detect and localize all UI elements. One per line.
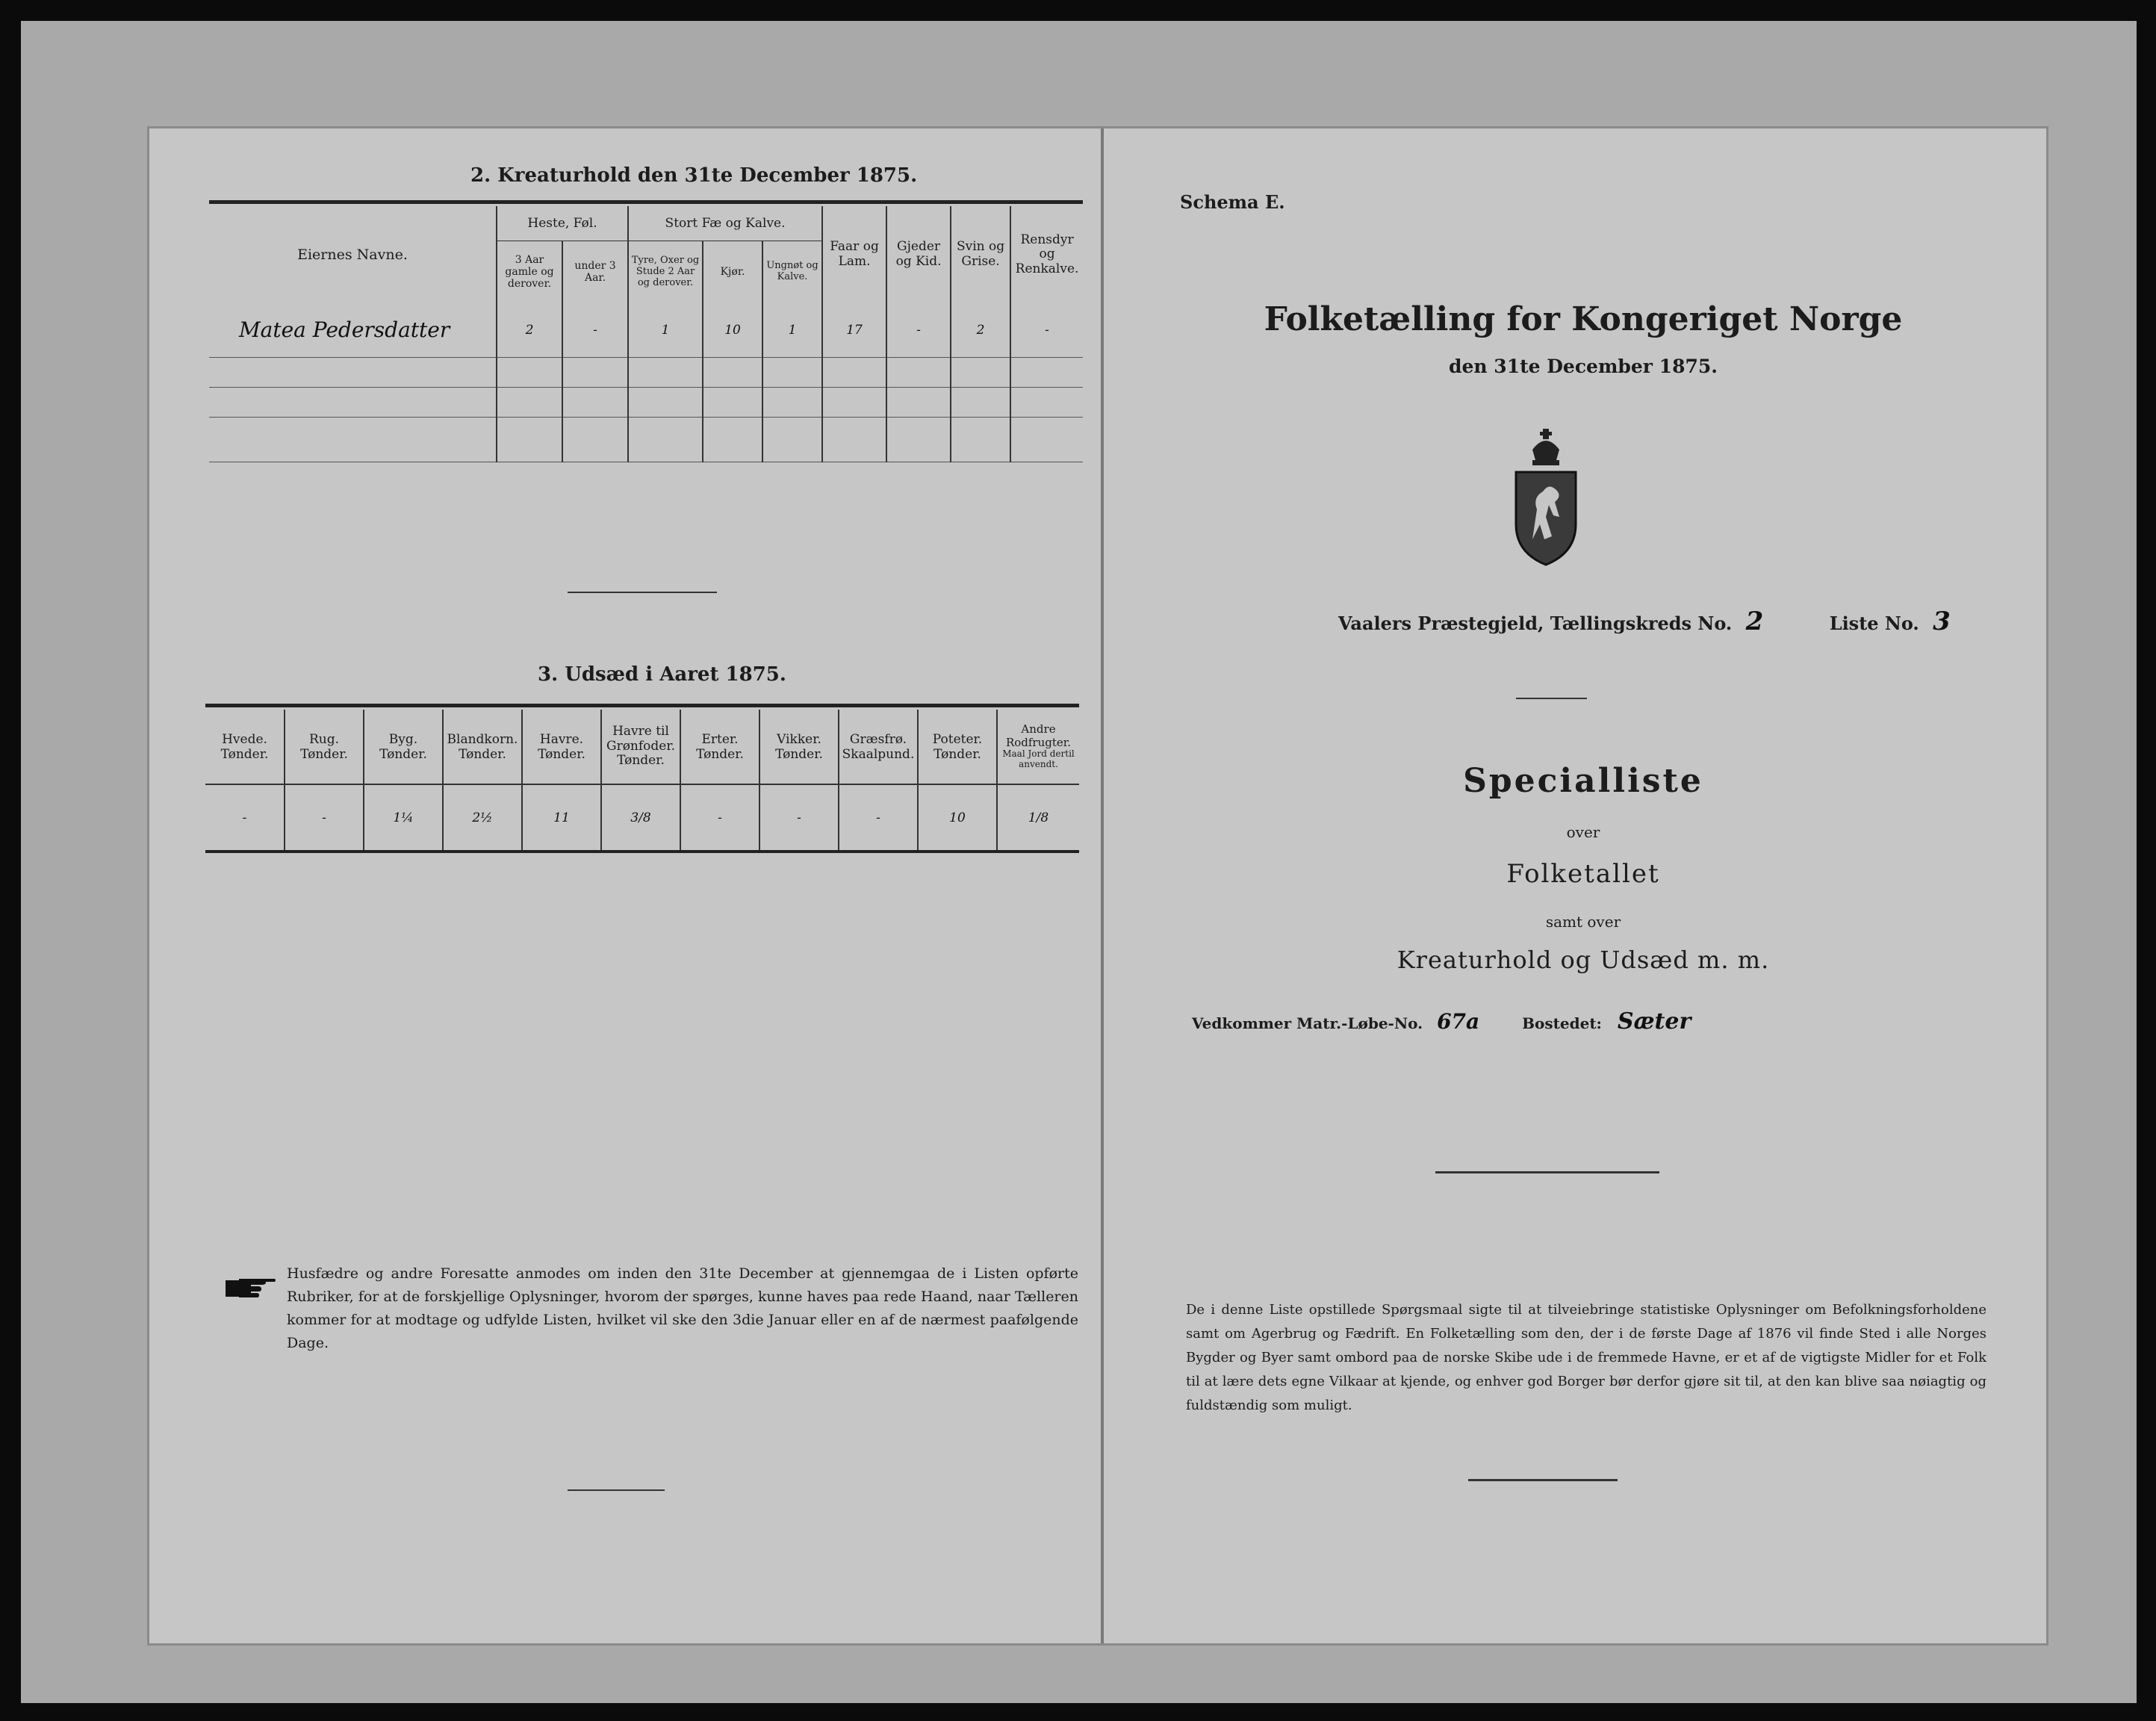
sowing-table bbox=[205, 710, 1079, 853]
gjeder-value: - bbox=[886, 303, 951, 357]
rug-header: Rug. Tønder. bbox=[285, 710, 364, 784]
fae-a-header: Tyre, Oxer og Stude 2 Aar og derover. bbox=[628, 241, 703, 303]
section3-title: 3. Udsæd i Aaret 1875. bbox=[538, 663, 786, 686]
stort-fae-header: Stort Fæ og Kalve. bbox=[628, 206, 822, 241]
byg-header: Byg. Tønder. bbox=[364, 710, 443, 784]
prestegjeld-label: Præstegjeld, Tællingskreds No. bbox=[1417, 613, 1733, 634]
section3-top-rule bbox=[205, 704, 1079, 707]
section2-top-rule bbox=[209, 200, 1083, 204]
rensdyr-value: - bbox=[1010, 303, 1083, 357]
page-fold bbox=[1101, 128, 1104, 1643]
heste-b-value: - bbox=[562, 303, 628, 357]
specialliste-heading: Specialliste bbox=[1463, 762, 1703, 800]
over-label: over bbox=[1566, 823, 1600, 841]
havre-gronfoder-value: 3/8 bbox=[601, 784, 680, 852]
sowing-header-row bbox=[205, 710, 1079, 784]
erter-value: - bbox=[680, 784, 759, 852]
fae-b-header: Kjør. bbox=[703, 241, 762, 303]
notice-text: Husfædre og andre Foresatte anmodes om inden den 31te December at gjennemgaa de i Listen opførte Rubriker, for at de forskjellige Oplysninger, hvorom der spørges, kunne haves paa rede Haand, naar Tælleren kommer for at modtage og udfylde Listen, hvilket vil ske den 3die Januar eller en af de nærmest paafølgende Dage. bbox=[287, 1265, 1078, 1351]
footer-rule bbox=[1468, 1479, 1618, 1481]
owner-header: Eiernes Navne. bbox=[209, 206, 497, 303]
divider-rule bbox=[1516, 698, 1587, 699]
livestock-table bbox=[209, 206, 1083, 462]
owner-name: Matea Pedersdatter bbox=[209, 303, 497, 357]
blandkorn-value: 2½ bbox=[443, 784, 522, 852]
samt-over-label: samt over bbox=[1545, 913, 1621, 931]
hvede-header: Hvede. Tønder. bbox=[205, 710, 285, 784]
left-end-rule bbox=[568, 1489, 665, 1491]
havre-value: 11 bbox=[522, 784, 601, 852]
fae-b-value: 10 bbox=[703, 303, 762, 357]
bosted-label: Bostedet: bbox=[1522, 1014, 1602, 1032]
bosted-value: Sæter bbox=[1617, 1008, 1691, 1035]
section-divider bbox=[568, 592, 717, 593]
empty-row bbox=[209, 417, 1083, 462]
fae-c-value: 1 bbox=[762, 303, 822, 357]
liste-number: 3 bbox=[1933, 607, 1951, 636]
coat-of-arms-icon bbox=[1510, 427, 1582, 571]
sowing-value-row bbox=[205, 784, 1079, 852]
poteter-value: 10 bbox=[918, 784, 997, 852]
livestock-row bbox=[209, 303, 1083, 357]
svin-value: 2 bbox=[951, 303, 1010, 357]
heste-a-header: 3 Aar gamle og derover. bbox=[497, 241, 562, 303]
vikker-header: Vikker. Tønder. bbox=[759, 710, 839, 784]
pointing-hand-icon bbox=[224, 1270, 276, 1306]
fae-a-value: 1 bbox=[628, 303, 703, 357]
main-title: Folketælling for Kongeriget Norge bbox=[1264, 300, 1903, 338]
blandkorn-header: Blandkorn. Tønder. bbox=[443, 710, 522, 784]
faar-header: Faar og Lam. bbox=[822, 206, 886, 303]
census-date: den 31te December 1875. bbox=[1449, 356, 1718, 377]
liste-label: Liste No. bbox=[1829, 613, 1919, 634]
heste-a-value: 2 bbox=[497, 303, 562, 357]
section2-title: 2. Kreaturhold den 31te December 1875. bbox=[470, 164, 918, 187]
poteter-header: Poteter. Tønder. bbox=[918, 710, 997, 784]
kreds-number: 2 bbox=[1745, 607, 1764, 636]
matr-label: Vedkommer Matr.-Løbe-No. bbox=[1192, 1014, 1423, 1032]
byg-value: 1¼ bbox=[364, 784, 443, 852]
empty-row bbox=[209, 387, 1083, 417]
fae-c-header: Ungnøt og Kalve. bbox=[762, 241, 822, 303]
matr-number: 67a bbox=[1437, 1009, 1480, 1034]
gjeder-header: Gjeder og Kid. bbox=[886, 206, 951, 303]
folketallet-heading: Folketallet bbox=[1506, 859, 1660, 889]
andre-rodfrugter-header: Andre Rodfrugter. Maal Jord dertil anvendt. bbox=[997, 710, 1079, 784]
faar-value: 17 bbox=[822, 303, 886, 357]
hvede-value: - bbox=[205, 784, 285, 852]
kreaturhold-heading: Kreaturhold og Udsæd m. m. bbox=[1397, 946, 1770, 974]
district-line bbox=[1338, 607, 1951, 636]
graesfro-header: Græsfrø. Skaalpund. bbox=[839, 710, 918, 784]
empty-row bbox=[209, 357, 1083, 387]
census-sheet bbox=[149, 128, 2046, 1643]
prestegjeld-name: Vaalers bbox=[1338, 613, 1412, 634]
andre-rodfrugter-value: 1/8 bbox=[997, 784, 1079, 852]
graesfro-value: - bbox=[839, 784, 918, 852]
matrikkel-line bbox=[1192, 1008, 1691, 1035]
schema-label: Schema E. bbox=[1180, 191, 1285, 213]
vikker-value: - bbox=[759, 784, 839, 852]
footer-paragraph: De i denne Liste opstillede Spørgsmaal sigte til at tilveiebringe statistiske Oplysninger om Befolkningsforholdene samt om Agerbrug og Fædrift. En Folketælling som den, der i de første Dage af 1876 vil finde Sted i alle Norges Bygder og Byer samt ombord paa de norske Skibe ude i de fremmede Havne, er et af de vigtigste Midler for et Folk til at lære dets egne Vilkaar at kjende, og enhver god Borger bør derfor gjøre sit til, at den kan blive saa nøiagtig og fuldstændig som muligt. bbox=[1186, 1302, 1986, 1413]
havre-header: Havre. Tønder. bbox=[522, 710, 601, 784]
decorative-rule bbox=[1435, 1171, 1659, 1173]
erter-header: Erter. Tønder. bbox=[680, 710, 759, 784]
rensdyr-header: Rensdyr og Renkalve. bbox=[1010, 206, 1083, 303]
rug-value: - bbox=[285, 784, 364, 852]
svin-header: Svin og Grise. bbox=[951, 206, 1010, 303]
heste-b-header: under 3 Aar. bbox=[562, 241, 628, 303]
heste-header: Heste, Føl. bbox=[497, 206, 628, 241]
havre-gronfoder-header: Havre til Grønfoder. Tønder. bbox=[601, 710, 680, 784]
